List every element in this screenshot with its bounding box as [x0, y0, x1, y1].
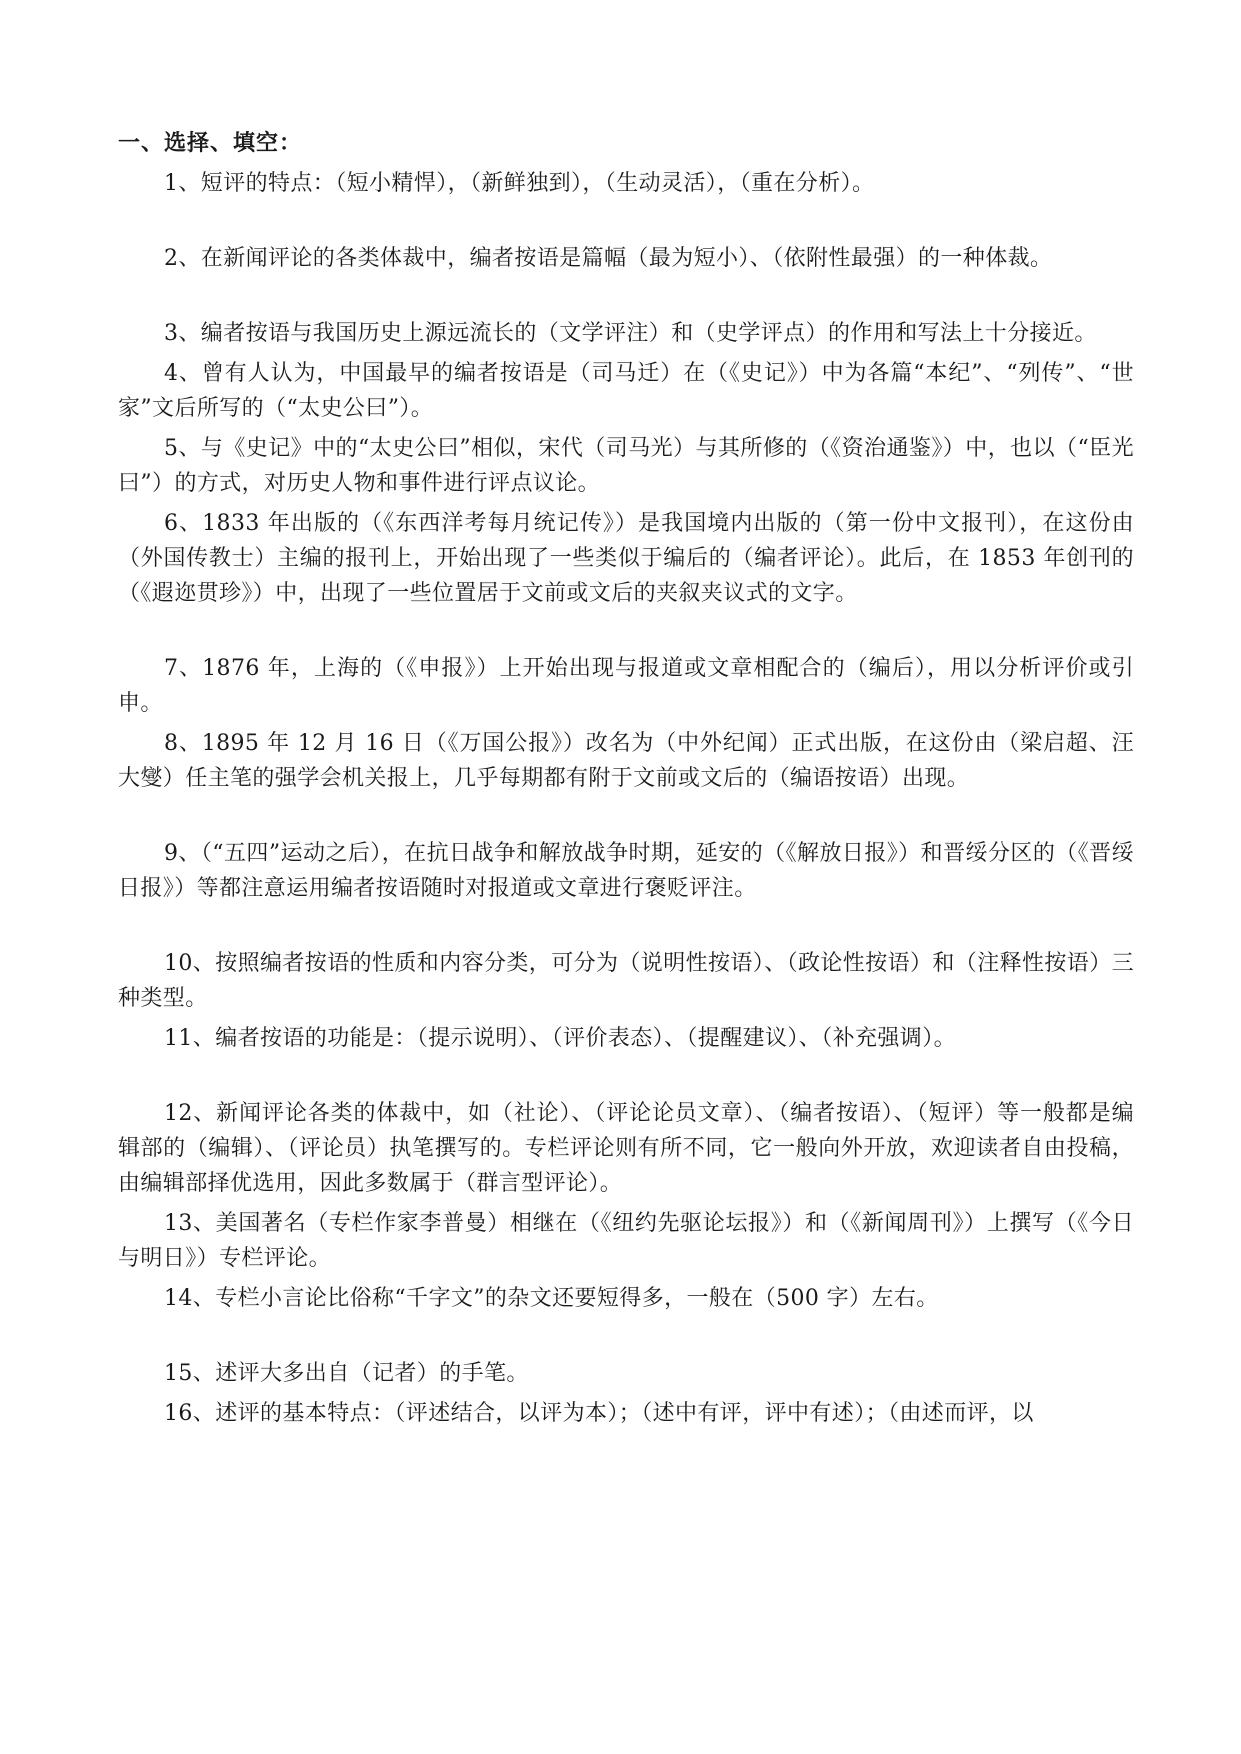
question-12: 12、新闻评论各类的体裁中，如（社论）、（评论论员文章）、（编者按语）、（短评）等一般都是编辑部的（编辑）、（评论员）执笔撰写的。专栏评论则有所不同，它一般向外开放，欢迎读者自由投稿，由编辑部择优选用，因此多数属于（群言型评论）。 [118, 1101, 1134, 1196]
question-2: 2、在新闻评论的各类体裁中，编者按语是篇幅（最为短小）、（依附性最强）的一种体裁。 [164, 246, 1053, 271]
question-15: 15、述评大多出自（记者）的手笔。 [164, 1361, 529, 1386]
question-16: 16、述评的基本特点：（评述结合，以评为本）；（述中有评，评中有述）；（由述而评，以 [164, 1401, 1034, 1426]
question-13: 13、美国著名（专栏作家李普曼）相继在（《纽约先驱论坛报》）和（《新闻周刊》）上撰写（《今日与明日》）专栏评论。 [118, 1211, 1134, 1271]
question-10: 10、按照编者按语的性质和内容分类，可分为（说明性按语）、（政论性按语）和（注释性按语）三种类型。 [118, 951, 1134, 1011]
question-1: 1、短评的特点：（短小精悍），（新鲜独到），（生动灵活），（重在分析）。 [164, 171, 875, 196]
question-9: 9、（“五四”运动之后），在抗日战争和解放战争时期，延安的（《解放日报》）和晋绥分区的（《晋绥日报》）等都注意运用编者按语随时对报道或文章进行褒贬评注。 [118, 841, 1134, 901]
section-heading: 一、选择、填空： [118, 131, 303, 156]
question-8: 8、1895 年 12 月 16 日（《万国公报》）改名为（中外纪闻）正式出版，在这份由（梁启超、汪大燮）任主笔的强学会机关报上，几乎每期都有附于文前或文后的（编语按语）出现。 [118, 731, 1134, 791]
question-5: 5、与《史记》中的“太史公曰”相似，宋代（司马光）与其所修的（《资治通鉴》）中，也以（“臣光曰”）的方式，对历史人物和事件进行评点议论。 [118, 436, 1134, 496]
question-4: 4、曾有人认为，中国最早的编者按语是（司马迁）在（《史记》）中为各篇“本纪”、“列传”、“世家”文后所写的（“太史公曰”）。 [118, 361, 1134, 421]
question-11: 11、编者按语的功能是：（提示说明）、（评价表态）、（提醒建议）、（补充强调）。 [164, 1026, 956, 1051]
document-page [118, 126, 1134, 1431]
question-7: 7、1876 年，上海的（《申报》）上开始出现与报道或文章相配合的（编后），用以分析评价或引申。 [118, 656, 1134, 716]
question-3: 3、编者按语与我国历史上源远流长的（文学评注）和（史学评点）的作用和写法上十分接近。 [164, 321, 1097, 346]
question-14: 14、专栏小言论比俗称“千字文”的杂文还要短得多，一般在（500 字）左右。 [164, 1286, 939, 1311]
question-6: 6、1833 年出版的（《东西洋考每月统记传》）是我国境内出版的（第一份中文报刊），在这份由（外国传教士）主编的报刊上，开始出现了一些类似于编后的（编者评论）。此后，在 1853 年创刊的（《遐迩贯珍》）中，出现了一些位置居于文前或文后的夹叙夹议式的文字。 [118, 511, 1134, 606]
